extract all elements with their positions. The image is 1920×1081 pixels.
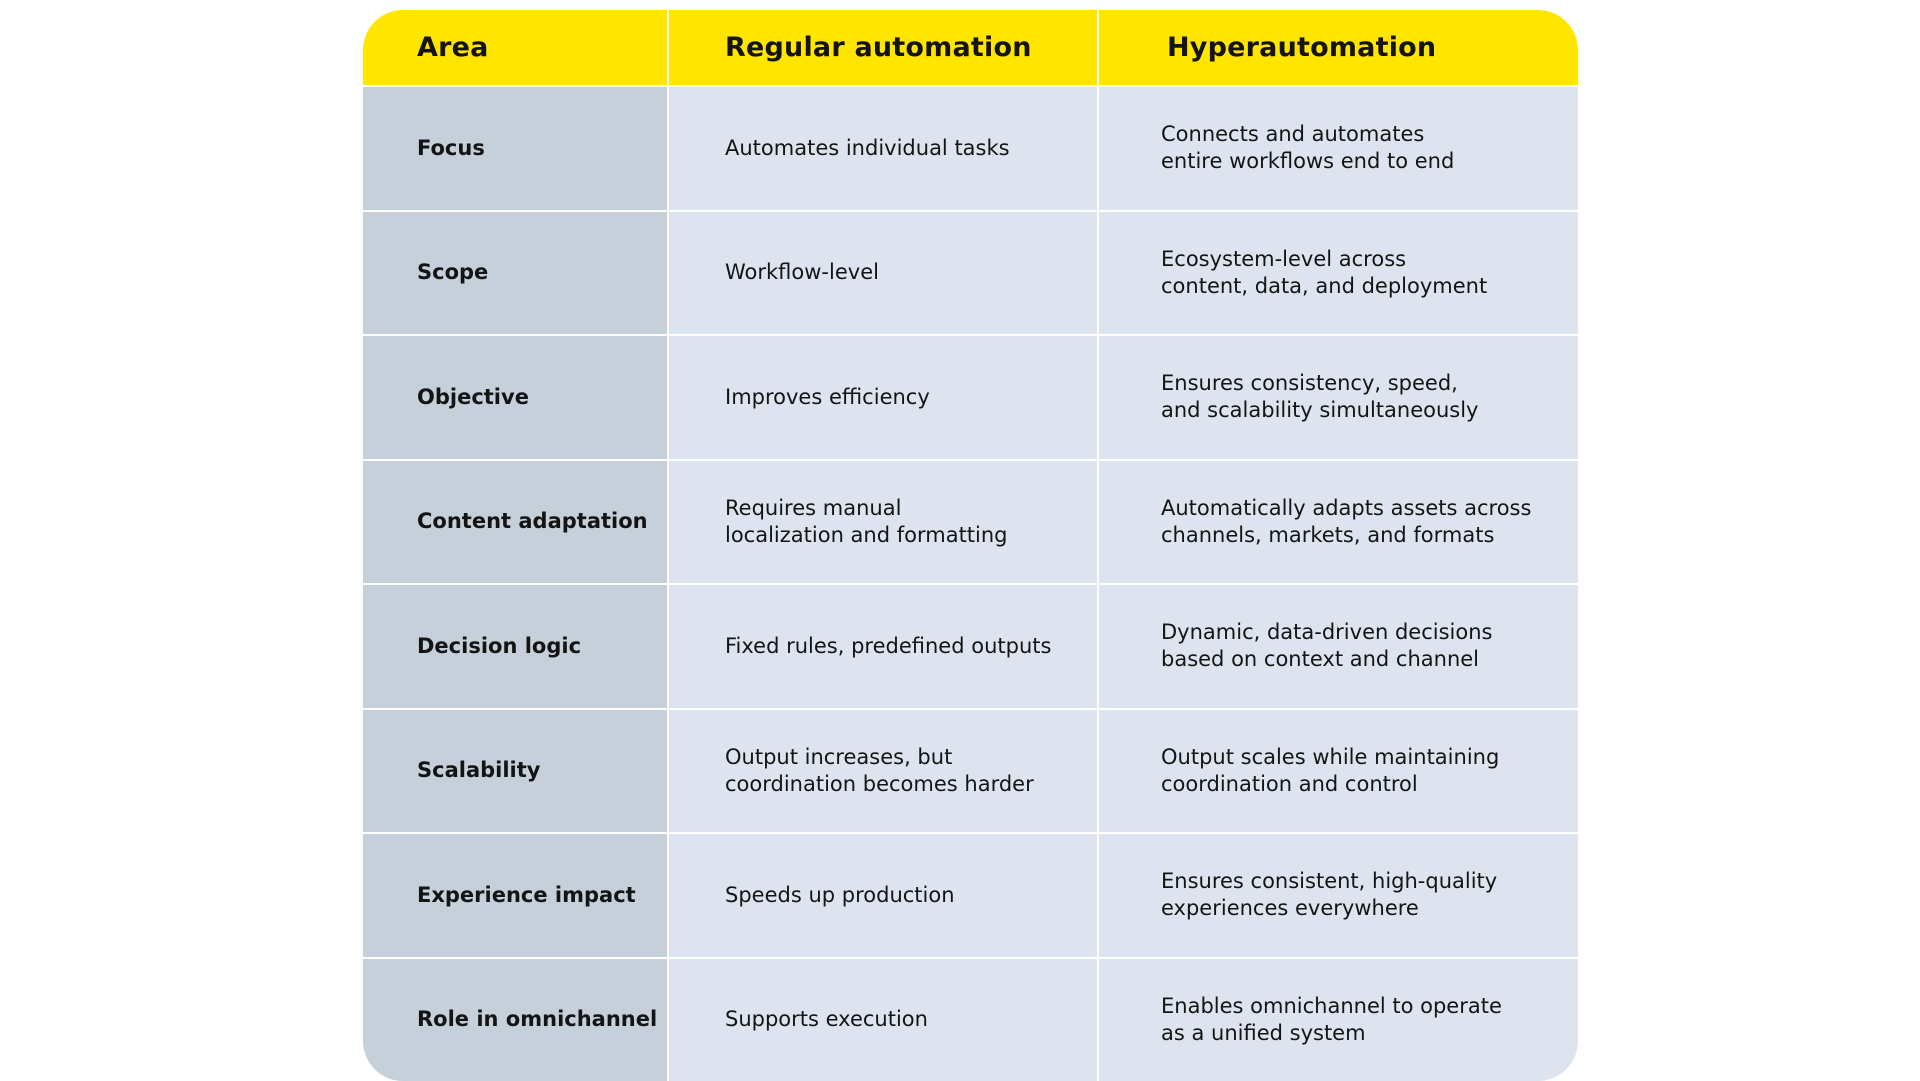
row-area-cell: [363, 210, 667, 335]
row-hyper-text: Automatically adapts assets across channels, markets, and formats: [1161, 495, 1531, 549]
row-area-label: Scope: [417, 259, 488, 286]
row-area-cell: [363, 957, 667, 1081]
comparison-table: [363, 10, 1578, 1081]
row-hyper-cell: [1097, 708, 1578, 833]
row-regular-text: Supports execution: [725, 1006, 928, 1033]
row-area-label: Content adaptation: [417, 508, 648, 535]
row-regular-text: Workflow-level: [725, 259, 879, 286]
row-regular-cell: [667, 832, 1097, 957]
row-hyper-text: Ecosystem-level across content, data, and deployment: [1161, 246, 1487, 300]
row-regular-text: Improves efficiency: [725, 384, 930, 411]
row-area-label: Focus: [417, 135, 485, 162]
row-hyper-text: Output scales while maintaining coordination and control: [1161, 744, 1499, 798]
row-regular-text: Requires manual localization and formatting: [725, 495, 1008, 549]
row-hyper-text: Enables omnichannel to operate as a unified system: [1161, 993, 1502, 1047]
row-area-label: Role in omnichannel: [417, 1006, 657, 1033]
row-regular-text: Speeds up production: [725, 882, 955, 909]
header-regular-automation: Regular automation: [667, 10, 1097, 85]
row-hyper-cell: [1097, 334, 1578, 459]
row-area-label: Objective: [417, 384, 529, 411]
row-regular-text: Automates individual tasks: [725, 135, 1010, 162]
row-hyper-cell: [1097, 459, 1578, 584]
row-regular-cell: [667, 957, 1097, 1081]
row-hyper-text: Connects and automates entire workflows end to end: [1161, 121, 1454, 175]
row-area-cell: [363, 832, 667, 957]
row-regular-cell: [667, 85, 1097, 210]
row-hyper-cell: [1097, 583, 1578, 708]
header-area: Area: [363, 10, 667, 85]
row-area-label: Decision logic: [417, 633, 581, 660]
row-area-cell: [363, 85, 667, 210]
row-area-label: Experience impact: [417, 882, 636, 909]
row-regular-cell: [667, 583, 1097, 708]
row-area-label: Scalability: [417, 757, 540, 784]
row-regular-text: Fixed rules, predefined outputs: [725, 633, 1051, 660]
row-hyper-text: Ensures consistent, high-quality experiences everywhere: [1161, 868, 1497, 922]
row-hyper-cell: [1097, 85, 1578, 210]
row-hyper-cell: [1097, 957, 1578, 1081]
row-hyper-cell: [1097, 210, 1578, 335]
row-area-cell: [363, 708, 667, 833]
row-hyper-text: Ensures consistency, speed, and scalability simultaneously: [1161, 370, 1478, 424]
row-hyper-text: Dynamic, data-driven decisions based on context and channel: [1161, 619, 1492, 673]
row-regular-text: Output increases, but coordination becomes harder: [725, 744, 1034, 798]
header-hyperautomation: Hyperautomation: [1097, 10, 1578, 85]
row-area-cell: [363, 459, 667, 584]
row-regular-cell: [667, 334, 1097, 459]
row-hyper-cell: [1097, 832, 1578, 957]
row-regular-cell: [667, 210, 1097, 335]
row-area-cell: [363, 334, 667, 459]
row-area-cell: [363, 583, 667, 708]
row-regular-cell: [667, 459, 1097, 584]
row-regular-cell: [667, 708, 1097, 833]
